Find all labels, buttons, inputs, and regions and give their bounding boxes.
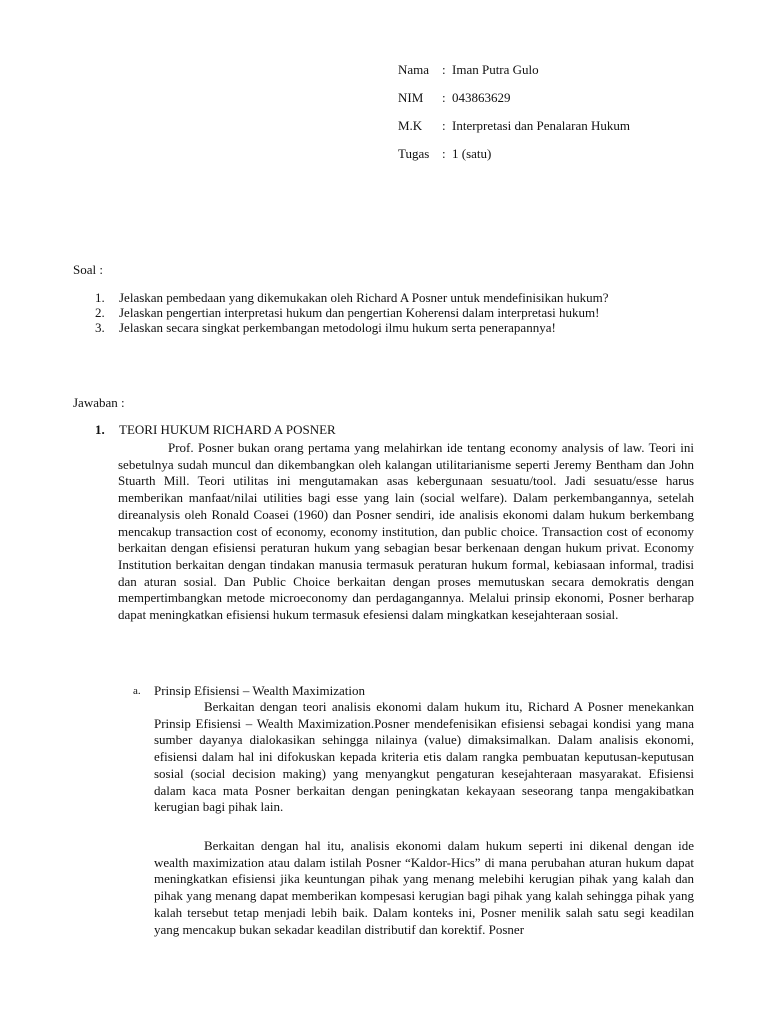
answer-paragraph: Prof. Posner bukan orang pertama yang melahirkan ide tentang economy analysis of law. Teori ini sebetulnya sudah muncul dan dikembangkan oleh kalangan utilitarianisme seperti Jeremy Bentham dan John Stuarth Mill. Teori utilitas ini mengutamakan asas kebergunaan sesuatu/tool. Jadi sesuatu/esse harus memberikan manfaat/nilai utilities bagi esse yang lain (social welfare). Dalam perkembangannya, setelah direanalysis oleh Ronald Coasei (1960) dan Posner sendiri, ide analisis ekonomi dalam hukum berkembang mencakup transaction cost of economy, economy institution, dan public choice. Transaction cost of economy berkaitan dengan efisiensi peraturan hukum yang sebagian besar berkenaan dengan hukum privat. Economy Institution berkaitan dengan tindakan manusia termasuk peraturan hukum formal, kebiasaan informal, tradisi dan aturan sosial. Dan Public Choice berkaitan dengan proses memutuskan secara demokratis dengan mempertimbangkan metode microeconomy dan perdagangannya. Melalui prinsip ekonomi, Posner berharap dapat meningkatkan efisiensi hukum termasuk efesiensi dalam mingkatkan kesejahteraan sosial. [118,440,694,623]
question-item [95,320,693,335]
subsection-paragraph: Berkaitan dengan teori analisis ekonomi dalam hukum itu, Richard A Posner menekankan Prinsip Efisiensi – Wealth Maximization.Posner mendefenisikan efisiensi sebagai kondisi yang mana sumber dayanya dialokasikan sehingga nilainya (value) dimaksimalkan. Dalam analisis ekonomi, efisiensi dalam hal ini difokuskan kepada kriteria etis dalam rangka pembuatan keputusan-keputusan sosial (social decision making) yang menyangkut pengaturan kesejahteraan masyarakat. Efisiensi dalam kaca mata Posner berkaitan dengan peningkatan kekayaan seseorang tanpa mengakibatkan kerugian bagi pihak lain. [154,699,694,815]
subsection-letter: a. [133,685,141,697]
identity-row-nama [398,62,630,90]
subsection-heading [133,683,365,699]
soal-heading: Soal : [73,262,103,277]
subsection-title: Prinsip Efisiensi – Wealth Maximization [154,683,366,698]
identity-separator: : [442,146,446,161]
identity-row-nim [398,90,630,118]
question-item [95,290,693,305]
answer-title: TEORI HUKUM RICHARD A POSNER [119,422,336,437]
identity-label: Nama [398,62,430,77]
identity-separator: : [442,90,446,105]
question-text: Jelaskan pengertian interpretasi hukum dan pengertian Koherensi dalam interpretasi hukum! [119,305,600,320]
jawaban-heading: Jawaban : [73,395,125,410]
identity-row-mk [398,118,630,146]
question-number: 3. [95,320,105,335]
identity-value: 1 (satu) [452,146,492,161]
identity-label: M.K [398,118,423,133]
answer-heading [95,422,336,438]
identity-label: Tugas [398,146,430,161]
question-item [95,305,693,320]
question-text: Jelaskan pembedaan yang dikemukakan oleh Richard A Posner untuk mendefinisikan hukum? [119,290,609,305]
identity-value: Interpretasi dan Penalaran Hukum [452,118,630,133]
student-identity [398,62,630,174]
question-number: 2. [95,305,105,320]
identity-row-tugas [398,146,630,174]
question-number: 1. [95,290,105,305]
identity-separator: : [442,62,446,77]
identity-value: Iman Putra Gulo [452,62,539,77]
identity-separator: : [442,118,446,133]
identity-value: 043863629 [452,90,511,105]
subsection-paragraph: Berkaitan dengan hal itu, analisis ekonomi dalam hukum seperti ini dikenal dengan ide wealth maximization atau dalam istilah Posner “Kaldor-Hics” di mana perubahan aturan hukum dapat meningkatkan efisiensi jika keuntungan pihak yang menang melebihi kerugian pihak yang kalah dan pihak yang menang dapat memberikan kompesasi kerugian bagi pihak yang kalah sehingga pihak yang kalah tersebut tetap menjadi lebih baik. Dalam konteks ini, Posner menilik salah satu segi keadilan yang mencakup bukan sekadar keadilan distributif dan korektif. Posner [154,838,694,937]
answer-number: 1. [95,422,105,437]
question-text: Jelaskan secara singkat perkembangan metodologi ilmu hukum serta penerapannya! [119,320,556,335]
identity-label: NIM [398,90,424,105]
question-list [95,290,693,335]
